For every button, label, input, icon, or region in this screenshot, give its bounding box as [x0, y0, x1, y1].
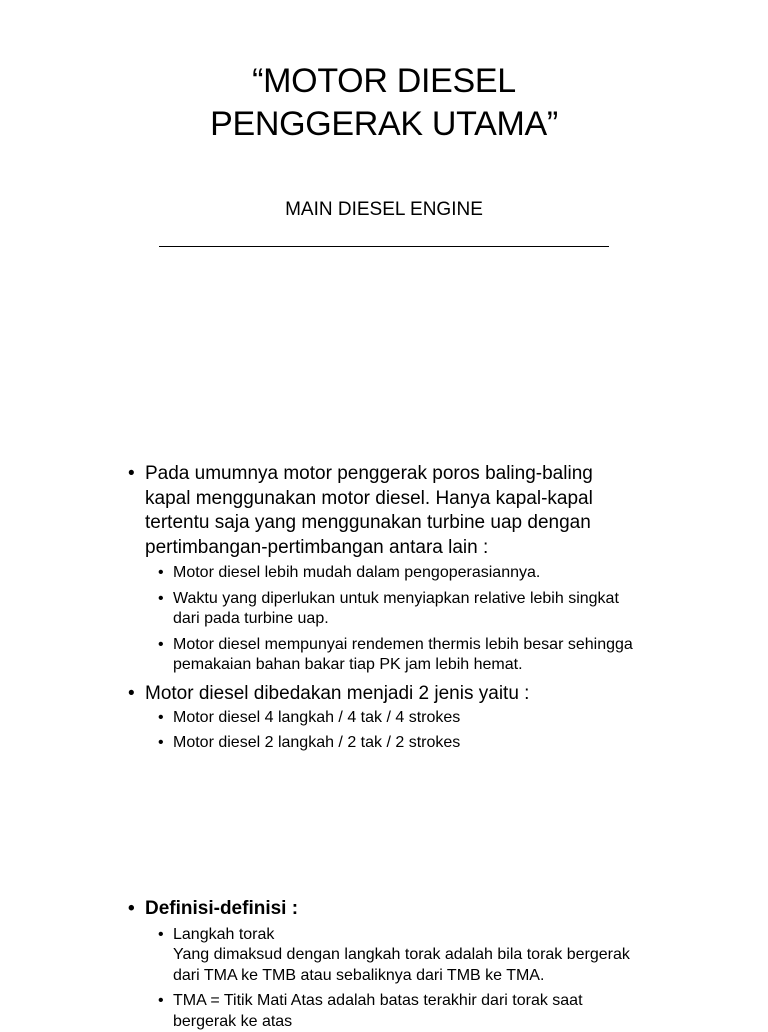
sub-bullet-reason-3: • Motor diesel mempunyai rendemen thermis lebih besar sehingga pemakaian bahan bakar tiap PK jam lebih hemat.	[158, 635, 633, 673]
bullet-types: • Motor diesel dibedakan menjadi 2 jenis yaitu :	[128, 682, 638, 707]
slide-title	[0, 60, 768, 146]
bullet-dot-icon: •	[158, 992, 164, 1009]
bullet-dot-icon: •	[128, 463, 135, 484]
bullet-definitions-heading: • Definisi-definisi :	[128, 897, 638, 922]
subtitle-underline	[159, 246, 609, 247]
slide-subtitle: MAIN DIESEL ENGINE	[285, 199, 483, 220]
bullet-dot-icon: •	[128, 898, 135, 919]
sub-bullet-term-2: • TMA = Titik Mati Atas adalah batas terakhir dari torak saat bergerak ke atas	[158, 992, 583, 1030]
bullet-list-intro	[128, 462, 638, 753]
slide-title-line-2: PENGGERAK UTAMA”	[210, 105, 558, 143]
sub-bullet-term-1: • Langkah torak	[128, 925, 638, 946]
bullet-dot-icon: •	[128, 682, 135, 704]
sub-bullet-type-2: • Motor diesel 2 langkah / 2 tak / 2 strokes	[128, 733, 638, 754]
bullet-dot-icon: •	[158, 564, 164, 581]
bullet-dot-icon: •	[158, 589, 164, 607]
bullet-intro-text: Pada umumnya motor penggerak poros baling-baling kapal menggunakan motor diesel. Hanya kapal-kapal tertentu saja yang menggunakan turbine uap dengan pertimbangan-pertimbangan antara lain :	[145, 463, 593, 558]
bullet-dot-icon: •	[158, 635, 164, 653]
sub-bullet-reason-2: • Waktu yang diperlukan untuk menyiapkan relative lebih singkat dari pada turbine uap.	[158, 589, 619, 627]
sub-bullet-type-1: • Motor diesel 4 langkah / 4 tak / 4 strokes	[128, 708, 638, 729]
sub-bullet-reason-1: • Motor diesel lebih mudah dalam pengoperasiannya.	[128, 563, 638, 584]
bullet-dot-icon: •	[158, 733, 164, 751]
bullet-list-definitions	[128, 897, 638, 1032]
definition-text-1: Yang dimaksud dengan langkah torak adalah bila torak bergerak dari TMA ke TMB atau sebaliknya dari TMB ke TMA.	[173, 946, 630, 984]
bullet-intro	[128, 462, 638, 560]
bullet-dot-icon: •	[158, 925, 164, 943]
slide-title-line-1: “MOTOR DIESEL	[252, 62, 516, 100]
bullet-dot-icon: •	[158, 709, 164, 726]
